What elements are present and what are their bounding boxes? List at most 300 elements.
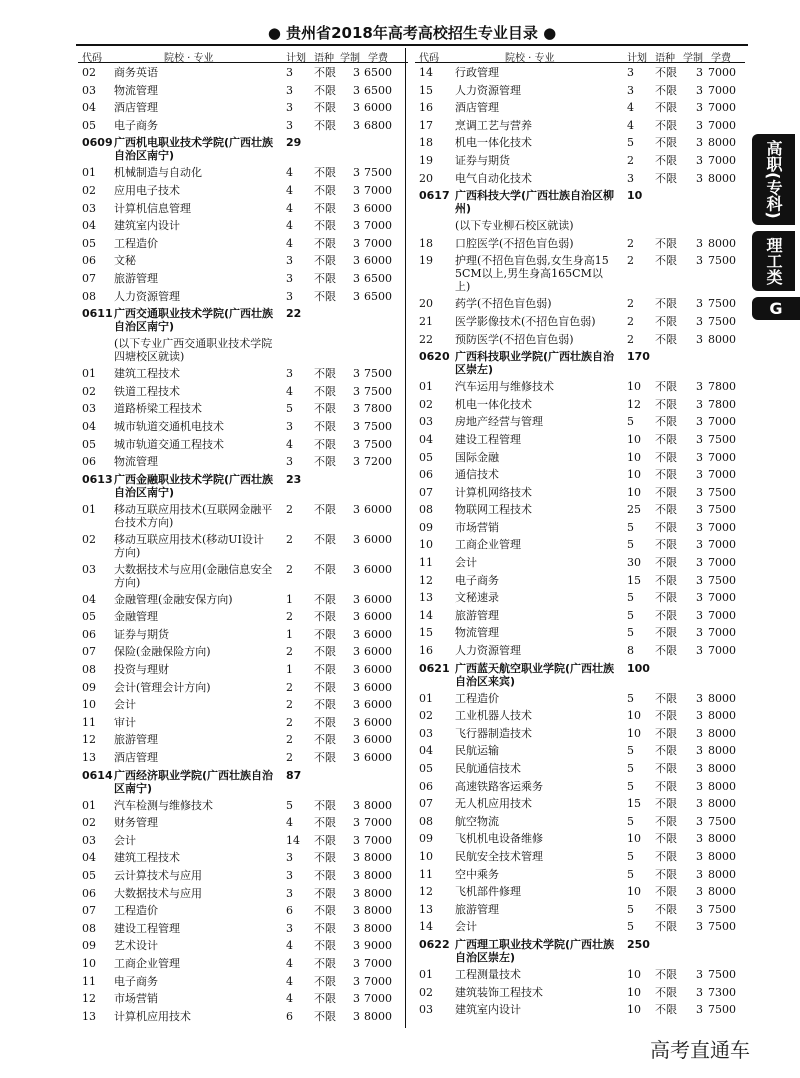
- cell-fee: 7500: [708, 902, 736, 916]
- cell-fee: 7500: [708, 503, 736, 517]
- cell-fee: 6000: [364, 610, 392, 624]
- cell-plan: 3: [627, 66, 634, 79]
- cell-yrs: 3: [696, 709, 703, 723]
- cell-lang: 不限: [655, 709, 677, 723]
- cell-lang: 不限: [655, 967, 677, 981]
- cell-fee: 8000: [708, 236, 736, 250]
- table-row: [415, 235, 745, 253]
- cell-lang: 不限: [314, 851, 336, 865]
- cell-code: 0611: [82, 307, 113, 321]
- cell-name: 审计: [114, 715, 136, 729]
- cell-lang: 不限: [314, 455, 336, 469]
- cell-plan: 5: [627, 538, 634, 552]
- cell-fee: 7500: [364, 367, 392, 381]
- cell-code: 02: [82, 816, 96, 830]
- cell-fee: 7200: [364, 455, 392, 469]
- cell-code: 18: [419, 236, 433, 250]
- cell-name: 民航运输: [455, 744, 499, 758]
- cell-fee: 6000: [364, 715, 392, 729]
- cell-yrs: 3: [696, 608, 703, 622]
- cell-name: 商务英语: [114, 66, 158, 79]
- cell-fee: 6500: [364, 289, 392, 303]
- cell-plan: 10: [627, 832, 641, 846]
- header-name: 院校 · 专业: [505, 53, 555, 64]
- page-header: [76, 22, 748, 44]
- table-row: [78, 643, 408, 661]
- cell-yrs: 3: [696, 468, 703, 482]
- cell-yrs: 3: [353, 798, 360, 812]
- table-row: [415, 431, 745, 449]
- table-row: [415, 795, 745, 813]
- cell-name: 计算机网络技术: [455, 485, 532, 499]
- header-lang: 语种: [314, 53, 334, 64]
- cell-name: 城市轨道交通机电技术: [114, 419, 224, 433]
- cell-code: 11: [82, 974, 96, 988]
- cell-code: 03: [82, 562, 96, 576]
- table-row: [415, 742, 745, 760]
- page-title: ● 贵州省2018年高考高校招生专业目录 ●: [267, 24, 557, 42]
- table-row: [78, 117, 408, 135]
- cell-code: 04: [419, 432, 433, 446]
- tab-letter: G: [752, 297, 800, 320]
- cell-plan: 3: [286, 254, 293, 268]
- cell-fee: 6000: [364, 592, 392, 606]
- left-table-body: [78, 64, 408, 1025]
- cell-name: 无人机应用技术: [455, 797, 532, 811]
- cell-fee: 6500: [364, 83, 392, 97]
- cell-yrs: 3: [353, 83, 360, 97]
- table-row: [415, 984, 745, 1002]
- cell-fee: 7000: [708, 520, 736, 534]
- cell-code: 12: [82, 992, 96, 1006]
- cell-plan: 4: [286, 384, 293, 398]
- cell-code: 01: [419, 967, 433, 981]
- cell-plan: 5: [627, 920, 634, 934]
- cell-lang: 不限: [314, 715, 336, 729]
- cell-name: 飞机机电设备维修: [455, 832, 543, 846]
- cell-fee: 8000: [708, 691, 736, 705]
- cell-plan: 3: [286, 921, 293, 935]
- cell-lang: 不限: [314, 921, 336, 935]
- cell-name: 会计: [114, 833, 136, 847]
- table-row: [78, 990, 408, 1008]
- cell-yrs: 3: [696, 832, 703, 846]
- header-code: 代码: [82, 53, 102, 64]
- cell-yrs: 3: [696, 397, 703, 411]
- cell-fee: 7000: [708, 644, 736, 658]
- cell-fee: 7000: [364, 974, 392, 988]
- cell-code: 14: [419, 66, 433, 79]
- cell-plan: 5: [627, 849, 634, 863]
- cell-yrs: 3: [696, 920, 703, 934]
- cell-yrs: 3: [353, 532, 360, 546]
- cell-plan: 87: [286, 768, 302, 782]
- cell-fee: 8000: [708, 885, 736, 899]
- cell-code: 10: [419, 538, 433, 552]
- cell-code: 22: [419, 332, 433, 346]
- cell-yrs: 3: [696, 985, 703, 999]
- cell-plan: 10: [627, 1003, 641, 1017]
- cell-code: 04: [82, 851, 96, 865]
- table-row: [415, 1001, 745, 1019]
- cell-plan: 2: [627, 314, 634, 328]
- cell-plan: 4: [286, 219, 293, 233]
- header-plan: 计划: [286, 53, 306, 64]
- table-row: [78, 99, 408, 117]
- cell-fee: 7000: [364, 236, 392, 250]
- cell-code: 08: [82, 921, 96, 935]
- cell-code: 06: [419, 468, 433, 482]
- cell-lang: 不限: [655, 171, 677, 185]
- cell-code: 12: [419, 885, 433, 899]
- cell-code: 11: [82, 715, 96, 729]
- cell-yrs: 3: [696, 902, 703, 916]
- cell-lang: 不限: [655, 538, 677, 552]
- cell-lang: 不限: [655, 503, 677, 517]
- cell-code: 01: [419, 691, 433, 705]
- cell-name: 旅游管理: [455, 902, 499, 916]
- cell-name: 广西交通职业技术学院(广西壮族自治区南宁): [114, 307, 274, 334]
- cell-code: 03: [82, 201, 96, 215]
- cell-lang: 不限: [655, 556, 677, 570]
- cell-fee: 7000: [364, 219, 392, 233]
- cell-lang: 不限: [655, 608, 677, 622]
- cell-lang: 不限: [655, 380, 677, 394]
- cell-lang: 不限: [314, 698, 336, 712]
- cell-code: 09: [82, 680, 96, 694]
- cell-yrs: 3: [696, 66, 703, 79]
- cell-yrs: 3: [696, 644, 703, 658]
- cell-plan: 5: [627, 591, 634, 605]
- cell-code: 02: [82, 384, 96, 398]
- cell-code: 15: [419, 626, 433, 640]
- cell-plan: 170: [627, 350, 650, 364]
- cell-lang: 不限: [655, 849, 677, 863]
- cell-name: 工业机器人技术: [455, 709, 532, 723]
- cell-yrs: 3: [696, 762, 703, 775]
- cell-name: 建筑装饰工程技术: [455, 985, 543, 999]
- cell-name: 预防医学(不招色盲色弱): [455, 332, 574, 346]
- cell-name: 电气自动化技术: [455, 171, 532, 185]
- cell-fee: 7500: [708, 967, 736, 981]
- cell-lang: 不限: [655, 762, 677, 775]
- cell-name: 高速铁路客运乘务: [455, 779, 543, 793]
- cell-plan: 22: [286, 307, 302, 321]
- cell-name: 工程造价: [455, 691, 499, 705]
- cell-plan: 1: [286, 663, 293, 677]
- cell-plan: 5: [627, 762, 634, 775]
- cell-plan: 3: [286, 101, 293, 115]
- cell-yrs: 3: [696, 118, 703, 132]
- cell-code: 21: [419, 314, 433, 328]
- cell-name: 烹调工艺与营养: [455, 118, 532, 132]
- cell-lang: 不限: [314, 992, 336, 1006]
- cell-lang: 不限: [314, 419, 336, 433]
- cell-name: 人力资源管理: [114, 289, 180, 303]
- cell-name: 铁道工程技术: [114, 384, 180, 398]
- cell-code: 12: [82, 733, 96, 747]
- cell-name: 会计(管理会计方向): [114, 680, 211, 694]
- cell-name: 广西金融职业技术学院(广西壮族自治区南宁): [114, 472, 274, 499]
- cell-name: 航空物流: [455, 814, 499, 828]
- cell-plan: 10: [627, 726, 641, 740]
- cell-name: 艺术设计: [114, 939, 158, 953]
- cell-name: 民航安全技术管理: [455, 849, 543, 863]
- cell-yrs: 3: [353, 183, 360, 197]
- cell-lang: 不限: [655, 832, 677, 846]
- cell-name: (以下专业柳石校区就读): [455, 219, 574, 233]
- cell-code: 0620: [419, 350, 450, 364]
- cell-plan: 15: [627, 573, 641, 587]
- cell-yrs: 3: [353, 66, 360, 79]
- cell-name: 建筑工程技术: [114, 851, 180, 865]
- cell-name: 移动互联应用技术(移动UI设计方向): [114, 532, 264, 559]
- table-row: [415, 572, 745, 590]
- cell-lang: 不限: [655, 779, 677, 793]
- cell-name: 酒店管理: [114, 101, 158, 115]
- cell-plan: 3: [286, 869, 293, 882]
- cell-fee: 7800: [364, 402, 392, 416]
- cell-lang: 不限: [314, 610, 336, 624]
- cell-plan: 5: [627, 814, 634, 828]
- cell-lang: 不限: [655, 626, 677, 640]
- cell-fee: 6000: [364, 101, 392, 115]
- cell-plan: 10: [627, 189, 643, 203]
- cell-fee: 7500: [364, 419, 392, 433]
- cell-name: 广西机电职业技术学院(广西壮族自治区南宁): [114, 136, 274, 163]
- cell-plan: 5: [286, 402, 293, 416]
- cell-yrs: 3: [696, 297, 703, 311]
- table-row: [415, 918, 745, 936]
- cell-name: 物流管理: [114, 83, 158, 97]
- cell-yrs: 3: [696, 432, 703, 446]
- table-row: [415, 378, 745, 396]
- cell-code: 04: [82, 219, 96, 233]
- cell-yrs: 3: [696, 797, 703, 811]
- note-row: [78, 335, 408, 365]
- cell-name: 飞机部件修理: [455, 885, 521, 899]
- cell-plan: 250: [627, 937, 650, 951]
- cell-name: 会计: [114, 698, 136, 712]
- cell-plan: 12: [627, 397, 641, 411]
- cell-name: 工商企业管理: [455, 538, 521, 552]
- cell-plan: 4: [286, 183, 293, 197]
- cell-fee: 8000: [364, 921, 392, 935]
- cell-name: 道路桥梁工程技术: [114, 402, 202, 416]
- cell-plan: 5: [627, 626, 634, 640]
- cell-plan: 4: [286, 437, 293, 451]
- header-lang: 语种: [655, 53, 675, 64]
- cell-fee: 7800: [708, 397, 736, 411]
- cell-name: 市场营销: [114, 992, 158, 1006]
- cell-lang: 不限: [655, 83, 677, 97]
- table-row: [415, 760, 745, 778]
- cell-fee: 7000: [708, 538, 736, 552]
- cell-fee: 7000: [708, 468, 736, 482]
- cell-fee: 6000: [364, 663, 392, 677]
- cell-yrs: 3: [353, 455, 360, 469]
- cell-name: 电子商务: [114, 974, 158, 988]
- cell-lang: 不限: [655, 236, 677, 250]
- cell-yrs: 3: [353, 715, 360, 729]
- cell-name: 房地产经营与管理: [455, 415, 543, 429]
- table-row: [78, 182, 408, 200]
- cell-fee: 8000: [364, 886, 392, 900]
- cell-code: 06: [419, 779, 433, 793]
- cell-lang: 不限: [314, 798, 336, 812]
- cell-plan: 6: [286, 1009, 293, 1023]
- right-column: [415, 48, 745, 1019]
- cell-name: 人力资源管理: [455, 83, 521, 97]
- cell-name: 工程测量技术: [455, 967, 521, 981]
- cell-name: 建筑工程技术: [114, 367, 180, 381]
- cell-name: 财务管理: [114, 816, 158, 830]
- cell-fee: 6500: [364, 66, 392, 79]
- table-row: [415, 117, 745, 135]
- table-row: [78, 400, 408, 418]
- cell-name: 广西科技职业学院(广西壮族自治区崇左): [455, 350, 615, 377]
- cell-plan: 1: [286, 592, 293, 606]
- school-row: [415, 348, 745, 378]
- table-row: [415, 883, 745, 901]
- cell-code: 20: [419, 297, 433, 311]
- table-row: [415, 536, 745, 554]
- cell-plan: 3: [286, 66, 293, 79]
- cell-fee: 7000: [708, 626, 736, 640]
- cell-lang: 不限: [314, 663, 336, 677]
- cell-fee: 6800: [364, 118, 392, 132]
- table-row: [78, 383, 408, 401]
- cell-name: 机电一体化技术: [455, 397, 532, 411]
- table-row: [415, 413, 745, 431]
- table-row: [78, 591, 408, 609]
- cell-plan: 5: [627, 691, 634, 705]
- cell-yrs: 3: [696, 591, 703, 605]
- cell-plan: 5: [286, 798, 293, 812]
- cell-code: 06: [82, 886, 96, 900]
- cell-fee: 6000: [364, 645, 392, 659]
- cell-code: 0613: [82, 472, 113, 486]
- cell-lang: 不限: [314, 166, 336, 180]
- cell-code: 02: [419, 397, 433, 411]
- cell-plan: 6: [286, 904, 293, 918]
- table-row: [415, 519, 745, 537]
- left-column: [78, 48, 408, 1025]
- cell-fee: 7500: [708, 254, 736, 268]
- cell-code: 06: [82, 627, 96, 641]
- cell-plan: 15: [627, 797, 641, 811]
- cell-yrs: 3: [696, 520, 703, 534]
- school-row: [415, 936, 745, 966]
- cell-fee: 8000: [708, 779, 736, 793]
- cell-fee: 6000: [364, 680, 392, 694]
- table-row: [78, 832, 408, 850]
- cell-lang: 不限: [314, 271, 336, 285]
- cell-plan: 3: [286, 455, 293, 469]
- cell-code: 02: [82, 183, 96, 197]
- cell-code: 08: [82, 289, 96, 303]
- cell-plan: 4: [627, 118, 634, 132]
- cell-yrs: 3: [353, 956, 360, 970]
- cell-code: 05: [82, 869, 96, 882]
- cell-lang: 不限: [655, 397, 677, 411]
- cell-name: 城市轨道交通工程技术: [114, 437, 224, 451]
- cell-code: 15: [419, 83, 433, 97]
- cell-yrs: 3: [696, 538, 703, 552]
- cell-plan: 30: [627, 556, 641, 570]
- cell-lang: 不限: [314, 66, 336, 79]
- cell-plan: 10: [627, 485, 641, 499]
- cell-yrs: 3: [353, 402, 360, 416]
- cell-lang: 不限: [655, 432, 677, 446]
- table-row: [415, 295, 745, 313]
- cell-name: 建设工程管理: [114, 921, 180, 935]
- cell-fee: 7500: [708, 432, 736, 446]
- table-row: [78, 849, 408, 867]
- cell-plan: 10: [627, 432, 641, 446]
- cell-code: 13: [419, 591, 433, 605]
- cell-code: 01: [82, 502, 96, 516]
- table-row: [415, 134, 745, 152]
- cell-name: 金融管理(金融安保方向): [114, 592, 233, 606]
- cell-code: 10: [82, 956, 96, 970]
- cell-code: 02: [82, 66, 96, 79]
- cell-code: 02: [419, 709, 433, 723]
- cell-name: 应用电子技术: [114, 183, 180, 197]
- cell-fee: 7500: [364, 166, 392, 180]
- cell-yrs: 3: [353, 698, 360, 712]
- cell-name: 广西蓝天航空职业学院(广西壮族自治区来宾): [455, 661, 615, 688]
- table-row: [78, 252, 408, 270]
- side-tabs: [752, 134, 800, 326]
- cell-plan: 5: [627, 136, 634, 150]
- cell-fee: 7500: [708, 1003, 736, 1017]
- cell-plan: 2: [286, 698, 293, 712]
- table-row: [415, 901, 745, 919]
- cell-name: 旅游管理: [114, 733, 158, 747]
- cell-plan: 29: [286, 136, 302, 150]
- cell-lang: 不限: [314, 974, 336, 988]
- cell-yrs: 3: [696, 967, 703, 981]
- cell-yrs: 3: [696, 415, 703, 429]
- cell-name: 文秘速录: [455, 591, 499, 605]
- cell-fee: 9000: [364, 939, 392, 953]
- cell-yrs: 3: [353, 645, 360, 659]
- cell-fee: 7000: [708, 450, 736, 464]
- cell-plan: 4: [627, 101, 634, 115]
- table-row: [78, 696, 408, 714]
- table-row: [78, 731, 408, 749]
- cell-code: 09: [419, 520, 433, 534]
- cell-name: 酒店管理: [455, 101, 499, 115]
- cell-plan: 10: [627, 450, 641, 464]
- cell-yrs: 3: [696, 867, 703, 881]
- cell-yrs: 3: [353, 236, 360, 250]
- cell-fee: 7500: [364, 437, 392, 451]
- cell-yrs: 3: [696, 314, 703, 328]
- cell-lang: 不限: [314, 939, 336, 953]
- cell-fee: 6000: [364, 627, 392, 641]
- cell-plan: 5: [627, 902, 634, 916]
- cell-fee: 8000: [708, 171, 736, 185]
- cell-name: 护理(不招色盲色弱,女生身高155CM以上,男生身高165CM以上): [455, 254, 609, 294]
- cell-yrs: 3: [696, 450, 703, 464]
- cell-fee: 8000: [708, 849, 736, 863]
- cell-name: 国际金融: [455, 450, 499, 464]
- cell-lang: 不限: [655, 985, 677, 999]
- cell-lang: 不限: [314, 680, 336, 694]
- cell-lang: 不限: [655, 920, 677, 934]
